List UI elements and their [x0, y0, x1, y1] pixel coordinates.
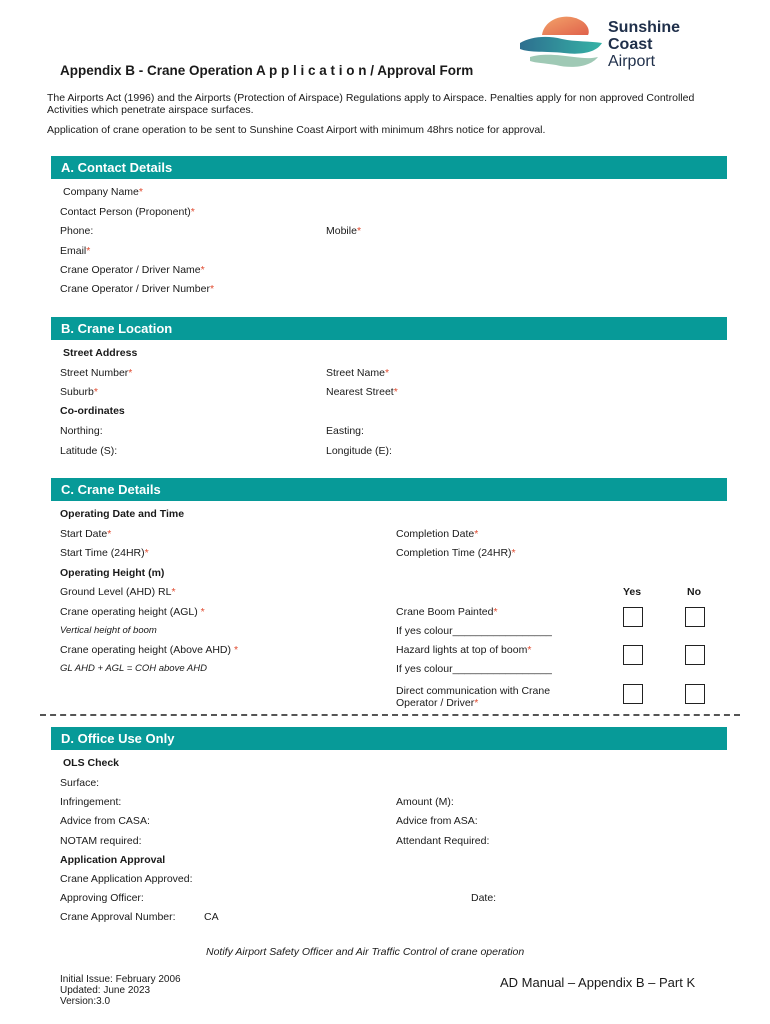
crane-approved-field[interactable]: Crane Application Approved:: [60, 873, 193, 885]
gl-formula-note: GL AHD + AGL = COH above AHD: [60, 663, 207, 674]
section-a-header: A. Contact Details: [51, 156, 727, 179]
yes-column-label: Yes: [623, 586, 642, 598]
mobile-field[interactable]: Mobile*: [326, 225, 362, 237]
start-date-field[interactable]: Start Date*: [60, 528, 112, 540]
direct-comm-label-2: Operator / Driver*: [396, 697, 479, 709]
intro-notice: Application of crane operation to be sent to Sunshine Coast Airport with minimum 48hrs notice for approval.: [47, 124, 546, 136]
notam-field[interactable]: NOTAM required:: [60, 835, 142, 847]
section-c-header: C. Crane Details: [51, 478, 727, 501]
logo-line3: Airport: [608, 53, 656, 70]
section-b-header: B. Crane Location: [51, 317, 727, 340]
height-ahd-field[interactable]: Crane operating height (Above AHD) *: [60, 644, 239, 656]
completion-date-field[interactable]: Completion Date*: [396, 528, 479, 540]
hazard-lights-yes-checkbox[interactable]: [623, 645, 643, 665]
boom-colour-field[interactable]: If yes colour_________________: [396, 625, 552, 637]
amount-field[interactable]: Amount (M):: [396, 796, 454, 808]
footer-manual-ref: AD Manual – Appendix B – Part K: [500, 975, 696, 990]
application-approval-heading: Application Approval: [60, 854, 166, 866]
operating-height-heading: Operating Height (m): [60, 567, 165, 579]
longitude-field[interactable]: Longitude (E):: [326, 445, 392, 457]
advice-casa-field[interactable]: Advice from CASA:: [60, 815, 150, 827]
approval-number-prefix: CA: [204, 911, 219, 923]
boom-painted-no-checkbox[interactable]: [685, 607, 705, 627]
no-column-label: No: [687, 586, 701, 598]
completion-time-field[interactable]: Completion Time (24HR)*: [396, 547, 516, 559]
nearest-street-field[interactable]: Nearest Street*: [326, 386, 398, 398]
company-name-field[interactable]: Company Name*: [63, 186, 143, 198]
approval-date-field[interactable]: Date:: [471, 892, 497, 904]
latitude-field[interactable]: Latitude (S):: [60, 445, 118, 457]
infringement-field[interactable]: Infringement:: [60, 796, 122, 808]
contact-person-field[interactable]: Contact Person (Proponent)*: [60, 206, 195, 218]
start-time-field[interactable]: Start Time (24HR)*: [60, 547, 149, 559]
footer-issue: Initial Issue: February 2006: [60, 974, 181, 985]
ground-level-field[interactable]: Ground Level (AHD) RL*: [60, 586, 176, 598]
lights-colour-field[interactable]: If yes colour_________________: [396, 663, 552, 675]
phone-field[interactable]: Phone:: [60, 225, 94, 237]
ols-check-heading: OLS Check: [63, 757, 120, 769]
hazard-lights-label: Hazard lights at top of boom*: [396, 644, 532, 656]
height-agl-field[interactable]: Crane operating height (AGL) *: [60, 606, 205, 618]
section-d-header: D. Office Use Only: [51, 727, 727, 750]
approving-officer-field[interactable]: Approving Officer:: [60, 892, 144, 904]
direct-comm-label: Direct communication with Crane: [396, 685, 551, 697]
operating-date-time-heading: Operating Date and Time: [60, 508, 185, 520]
hazard-lights-no-checkbox[interactable]: [685, 645, 705, 665]
footer-version: Version:3.0: [60, 996, 111, 1007]
boom-painted-yes-checkbox[interactable]: [623, 607, 643, 627]
street-number-field[interactable]: Street Number*: [60, 367, 133, 379]
advice-asa-field[interactable]: Advice from ASA:: [396, 815, 478, 827]
street-address-heading: Street Address: [63, 347, 138, 359]
northing-field[interactable]: Northing:: [60, 425, 103, 437]
intro-paragraph: The Airports Act (1996) and the Airports (Protection of Airspace) Regulations apply to Airspace. Penalties apply for non approved Controlled Activities which penetrate airspace surfaces.: [47, 92, 695, 116]
email-field[interactable]: Email*: [60, 245, 91, 257]
street-name-field[interactable]: Street Name*: [326, 367, 390, 379]
form-title: Appendix B - Crane Operation A p p l i c a t i o n / Approval Form: [60, 63, 474, 78]
easting-field[interactable]: Easting:: [326, 425, 364, 437]
surface-field[interactable]: Surface:: [60, 777, 100, 789]
direct-comm-no-checkbox[interactable]: [685, 684, 705, 704]
boom-painted-label: Crane Boom Painted*: [396, 606, 498, 618]
logo-line1: Sunshine: [608, 19, 681, 36]
suburb-field[interactable]: Suburb*: [60, 386, 98, 398]
coordinates-heading: Co-ordinates: [60, 405, 125, 417]
approval-number-field[interactable]: Crane Approval Number:: [60, 911, 176, 923]
driver-name-field[interactable]: Crane Operator / Driver Name*: [60, 264, 205, 276]
attendant-field[interactable]: Attendant Required:: [396, 835, 490, 847]
direct-comm-yes-checkbox[interactable]: [623, 684, 643, 704]
driver-number-field[interactable]: Crane Operator / Driver Number*: [60, 283, 215, 295]
logo-mark-icon: [516, 13, 604, 69]
logo-line2: Coast: [608, 36, 653, 53]
footer-updated: Updated: June 2023: [60, 985, 151, 996]
cut-line-divider: [40, 714, 740, 716]
notify-note: Notify Airport Safety Officer and Air Traffic Control of crane operation: [206, 946, 525, 958]
vertical-height-note: Vertical height of boom: [60, 625, 157, 636]
